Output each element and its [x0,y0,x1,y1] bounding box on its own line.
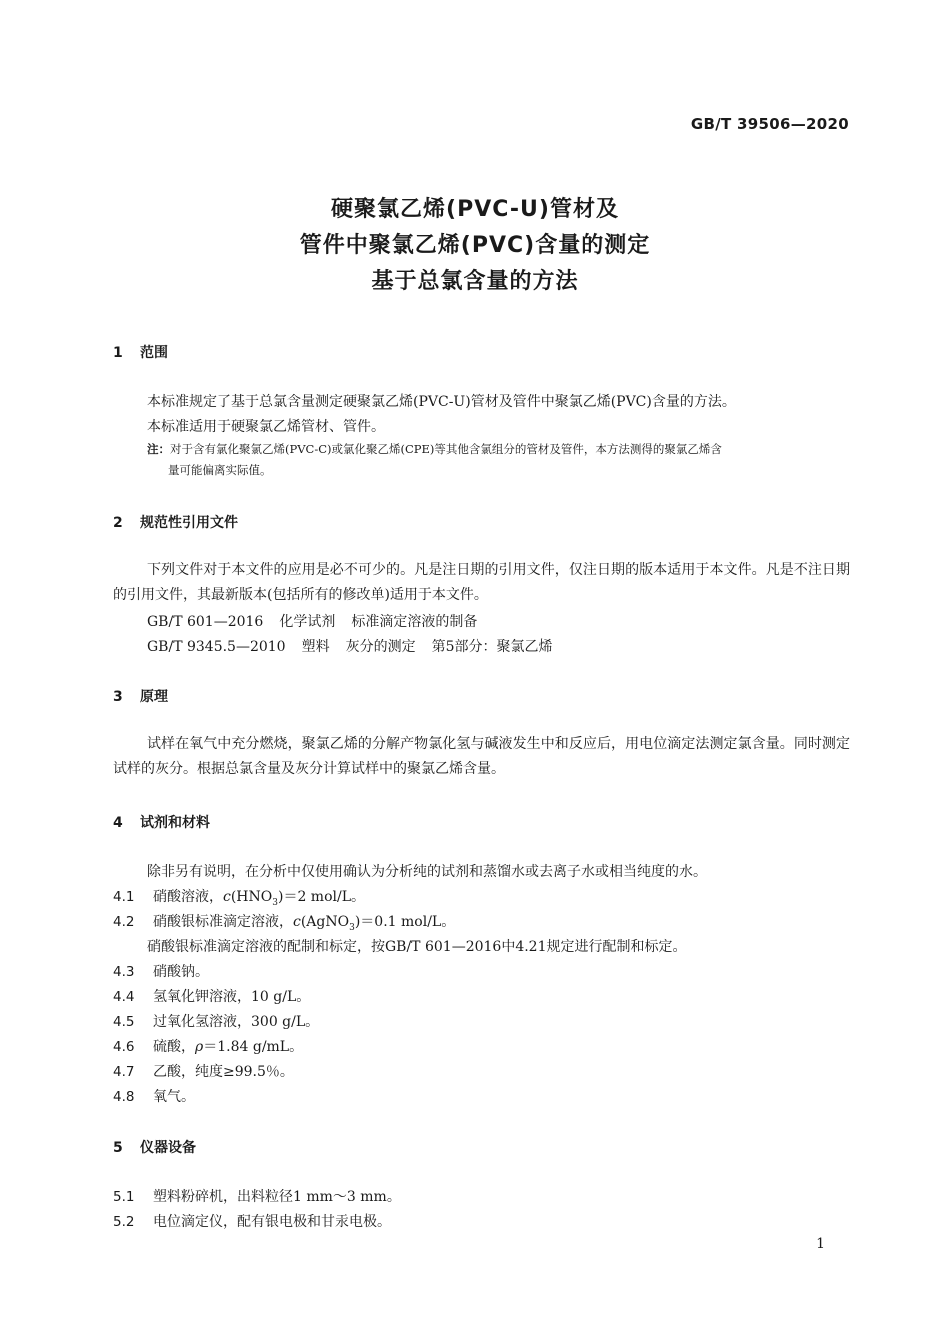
standard-code: GB/T 39506—2020 [690,115,849,133]
section-4-heading [113,812,210,832]
variable: ρ [195,1039,204,1055]
section-1-note [147,439,850,481]
section-2-heading [113,512,238,532]
section-number: 5 [113,1140,123,1156]
item-text: 氢氧化钾溶液，10 g/L。 [153,989,311,1005]
item-number: 4.1 [113,889,135,905]
subscript: 3 [272,897,278,908]
note-label: 注： [147,442,170,456]
variable: c [293,914,301,930]
reference-code: GB/T 601—2016 [147,614,264,630]
section-title: 原理 [140,689,168,705]
section-title: 试剂和材料 [140,815,210,831]
reference-code: GB/T 9345.5—2010 [147,639,286,655]
item-text: 塑料粉碎机，出料粒径1 mm～3 mm。 [153,1189,401,1205]
item-5-2 [113,1211,391,1231]
subscript: 3 [349,922,355,933]
note-line-2: 量可能偏离实际值。 [168,463,272,477]
page-number: 1 [816,1236,825,1252]
item-number: 4.4 [113,989,135,1005]
section-2-paragraph: 下列文件对于本文件的应用是必不可少的。凡是注日期的引用文件，仅注日期的版本适用于本文件。凡是不注日期的引用文件，其最新版本(包括所有的修改单)适用于本文件。 [113,562,850,603]
normative-reference-2 [147,636,553,656]
title-line-1: 硬聚氯乙烯(PVC-U)管材及 [331,197,619,222]
reference-title-part: 化学试剂 [279,614,336,630]
section-title: 仪器设备 [140,1140,196,1156]
item-number: 4.3 [113,964,135,980]
title-line-2: 管件中聚氯乙烯(PVC)含量的测定 [299,233,651,258]
document-title [0,192,950,300]
item-text: 硝酸钠。 [153,964,209,980]
item-text: 过氧化氢溶液，300 g/L。 [153,1014,320,1030]
normative-reference-1 [147,611,477,631]
item-4-2-note: 硝酸银标准滴定溶液的配制和标定，按GB/T 601—2016中4.21规定进行配制和标定。 [147,939,687,955]
item-number: 4.5 [113,1014,135,1030]
section-number: 3 [113,689,123,705]
title-line-3: 基于总氯含量的方法 [371,269,579,294]
item-text: 硝酸银标准滴定溶液， [153,914,293,930]
item-text: 氧气。 [153,1089,195,1105]
item-4-5 [113,1011,319,1031]
item-text: 乙酸，纯度≥99.5％。 [153,1064,294,1080]
reference-title-part: 灰分的测定 [345,639,416,655]
note-line-1: 对于含有氯化聚氯乙烯(PVC-C)或氯化聚乙烯(CPE)等其他含氯组分的管材及管件，本方法测得的聚氯乙烯含 [170,442,722,456]
section-title: 范围 [140,345,168,361]
section-5-heading [113,1137,196,1157]
section-1-paragraph-1: 本标准规定了基于总氯含量测定硬聚氯乙烯(PVC-U)管材及管件中聚氯乙烯(PVC)含量的方法。 [147,394,736,410]
section-title: 规范性引用文件 [140,515,238,531]
section-3-paragraph: 试样在氧气中充分燃烧，聚氯乙烯的分解产物氯化氢与碱液发生中和反应后，用电位滴定法测定氯含量。同时测定试样的灰分。根据总氯含量及灰分计算试样中的聚氯乙烯含量。 [113,736,850,777]
item-text: 硝酸溶液， [153,889,223,905]
formula-part: )＝0.1 mol/L。 [354,914,456,930]
section-1-paragraph-2: 本标准适用于硬聚氯乙烯管材、管件。 [147,419,385,435]
section-number: 4 [113,815,123,831]
item-number: 4.8 [113,1089,135,1105]
item-text: 硫酸， [153,1039,195,1055]
formula-part: )＝2 mol/L。 [277,889,365,905]
item-4-8 [113,1086,195,1106]
item-4-6 [113,1036,303,1056]
variable: c [223,889,231,905]
formula-part: (AgNO [300,914,350,930]
item-number: 5.1 [113,1189,135,1205]
item-4-1 [113,886,365,908]
item-number: 4.6 [113,1039,135,1055]
item-text: ＝1.84 g/mL。 [203,1039,304,1055]
item-text: 电位滴定仪，配有银电极和甘汞电极。 [153,1214,391,1230]
item-number: 4.7 [113,1064,135,1080]
item-4-4 [113,986,310,1006]
item-4-3 [113,961,209,981]
section-3-heading [113,686,168,706]
item-number: 5.2 [113,1214,135,1230]
item-number: 4.2 [113,914,135,930]
section-4-paragraph: 除非另有说明，在分析中仅使用确认为分析纯的试剂和蒸馏水或去离子水或相当纯度的水。 [147,864,707,880]
section-number: 1 [113,345,123,361]
reference-title-part: 标准滴定溶液的制备 [351,614,478,630]
item-4-2 [113,911,455,933]
section-number: 2 [113,515,123,531]
item-4-7 [113,1061,294,1081]
reference-title-part: 塑料 [301,639,330,655]
reference-title-part: 第5部分：聚氯乙烯 [431,639,553,655]
section-1-heading [113,342,168,362]
formula-part: (HNO [230,889,273,905]
item-5-1 [113,1186,401,1206]
